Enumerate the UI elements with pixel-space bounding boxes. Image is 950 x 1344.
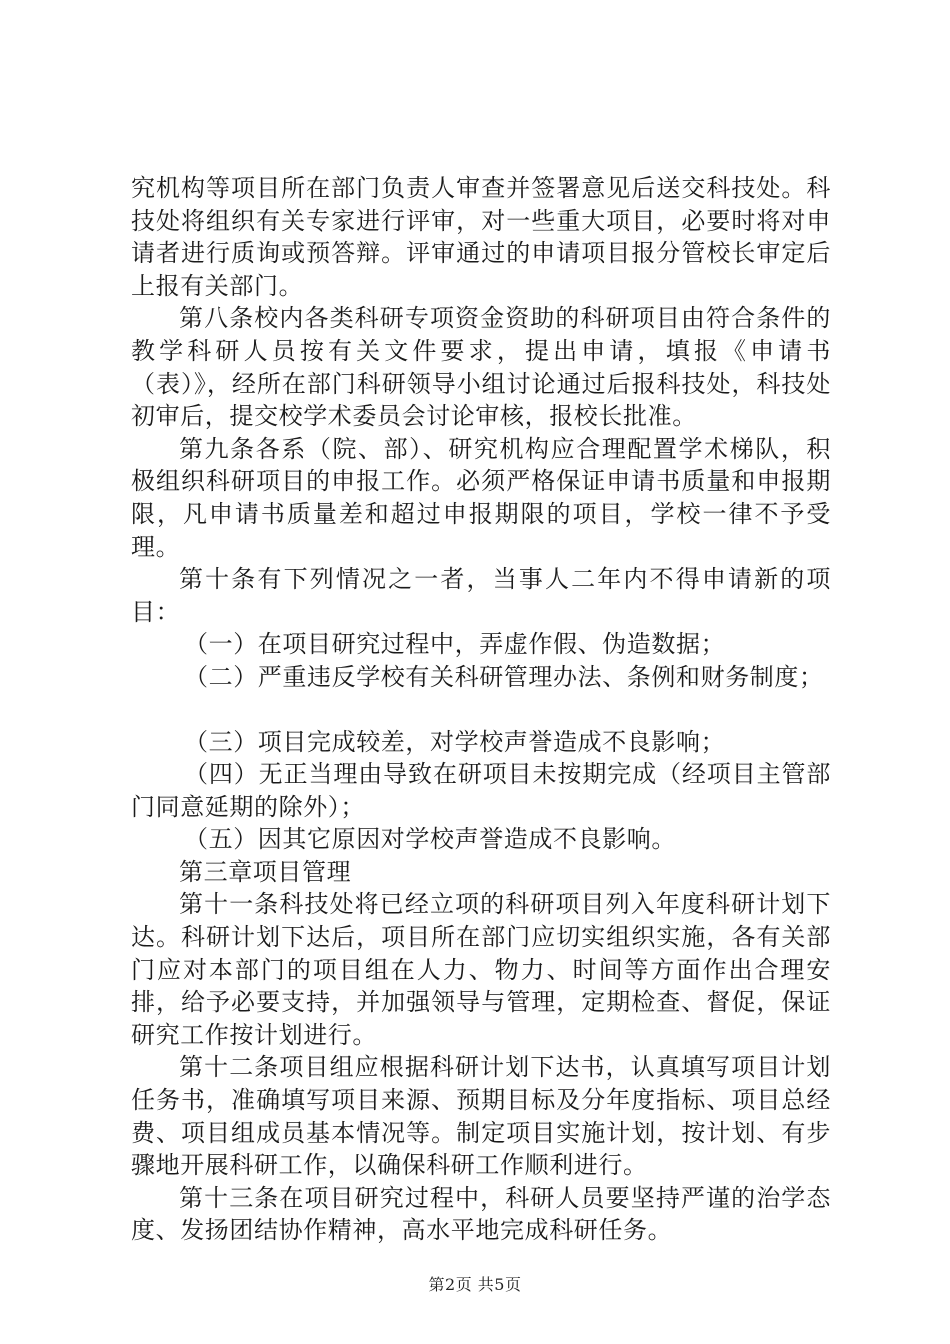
list-item-2: （二）严重违反学校有关科研管理办法、条例和财务制度； — [184, 662, 824, 691]
list-item-4: （四）无正当理由导致在研项目未按期完成（经项目主管部门同意延期的除外）； — [131, 760, 831, 821]
article-11-paragraph: 第十一条科技处将已经立项的科研项目列入年度科研计划下达。科研计划下达后，项目所在部门应切实组织实施，各有关部门应对本部门的项目组在人力、物力、时间等方面作出合理安排，给予必要支持，并加强领导与管理，定期检查、督促，保证研究工作按计划进行。 — [131, 890, 831, 1049]
blank-line — [131, 694, 831, 726]
list-item-1: （一）在项目研究过程中，弄虚作假、伪造数据； — [184, 630, 726, 659]
article-10-paragraph: 第十条有下列情况之一者，当事人二年内不得申请新的项目： — [131, 565, 831, 626]
article-8-paragraph: 第八条校内各类科研专项资金资助的科研项目由符合条件的教学科研人员按有关文件要求，提出申请，填报《申请书（表）》，经所在部门科研领导小组讨论通过后报科技处，科技处初审后，提交校学术委员会讨论审核，报校长批准。 — [131, 304, 831, 431]
list-item-3: （三）项目完成较差，对学校声誉造成不良影响； — [184, 727, 726, 756]
chapter-heading: 第三章项目管理 — [179, 857, 352, 886]
paragraph-continuation: 究机构等项目所在部门负责人审查并签署意见后送交科技处。科技处将组织有关专家进行评审，对一些重大项目，必要时将对申请者进行质询或预答辩。评审通过的申请项目报分管校长审定后上报有关部门。 — [131, 174, 831, 300]
article-9-paragraph: 第九条各系（院、部）、研究机构应合理配置学术梯队，积极组织科研项目的申报工作。必须严格保证申请书质量和申报期限，凡申请书质量差和超过申报期限的项目，学校一律不予受理。 — [131, 434, 831, 561]
article-12-paragraph: 第十二条项目组应根据科研计划下达书，认真填写项目计划任务书，准确填写项目来源、预期目标及分年度指标、项目总经费、项目组成员基本情况等。制定项目实施计划，按计划、有步骤地开展科研工作，以确保科研工作顺利进行。 — [131, 1053, 831, 1180]
document-body — [131, 172, 831, 1247]
list-item-5: （五）因其它原因对学校声誉造成不良影响。 — [184, 825, 676, 854]
page-number-footer: 第2页 共5页 — [428, 1275, 522, 1294]
article-13-paragraph: 第十三条在项目研究过程中，科研人员要坚持严谨的治学态度、发扬团结协作精神，高水平地完成科研任务。 — [131, 1183, 831, 1245]
